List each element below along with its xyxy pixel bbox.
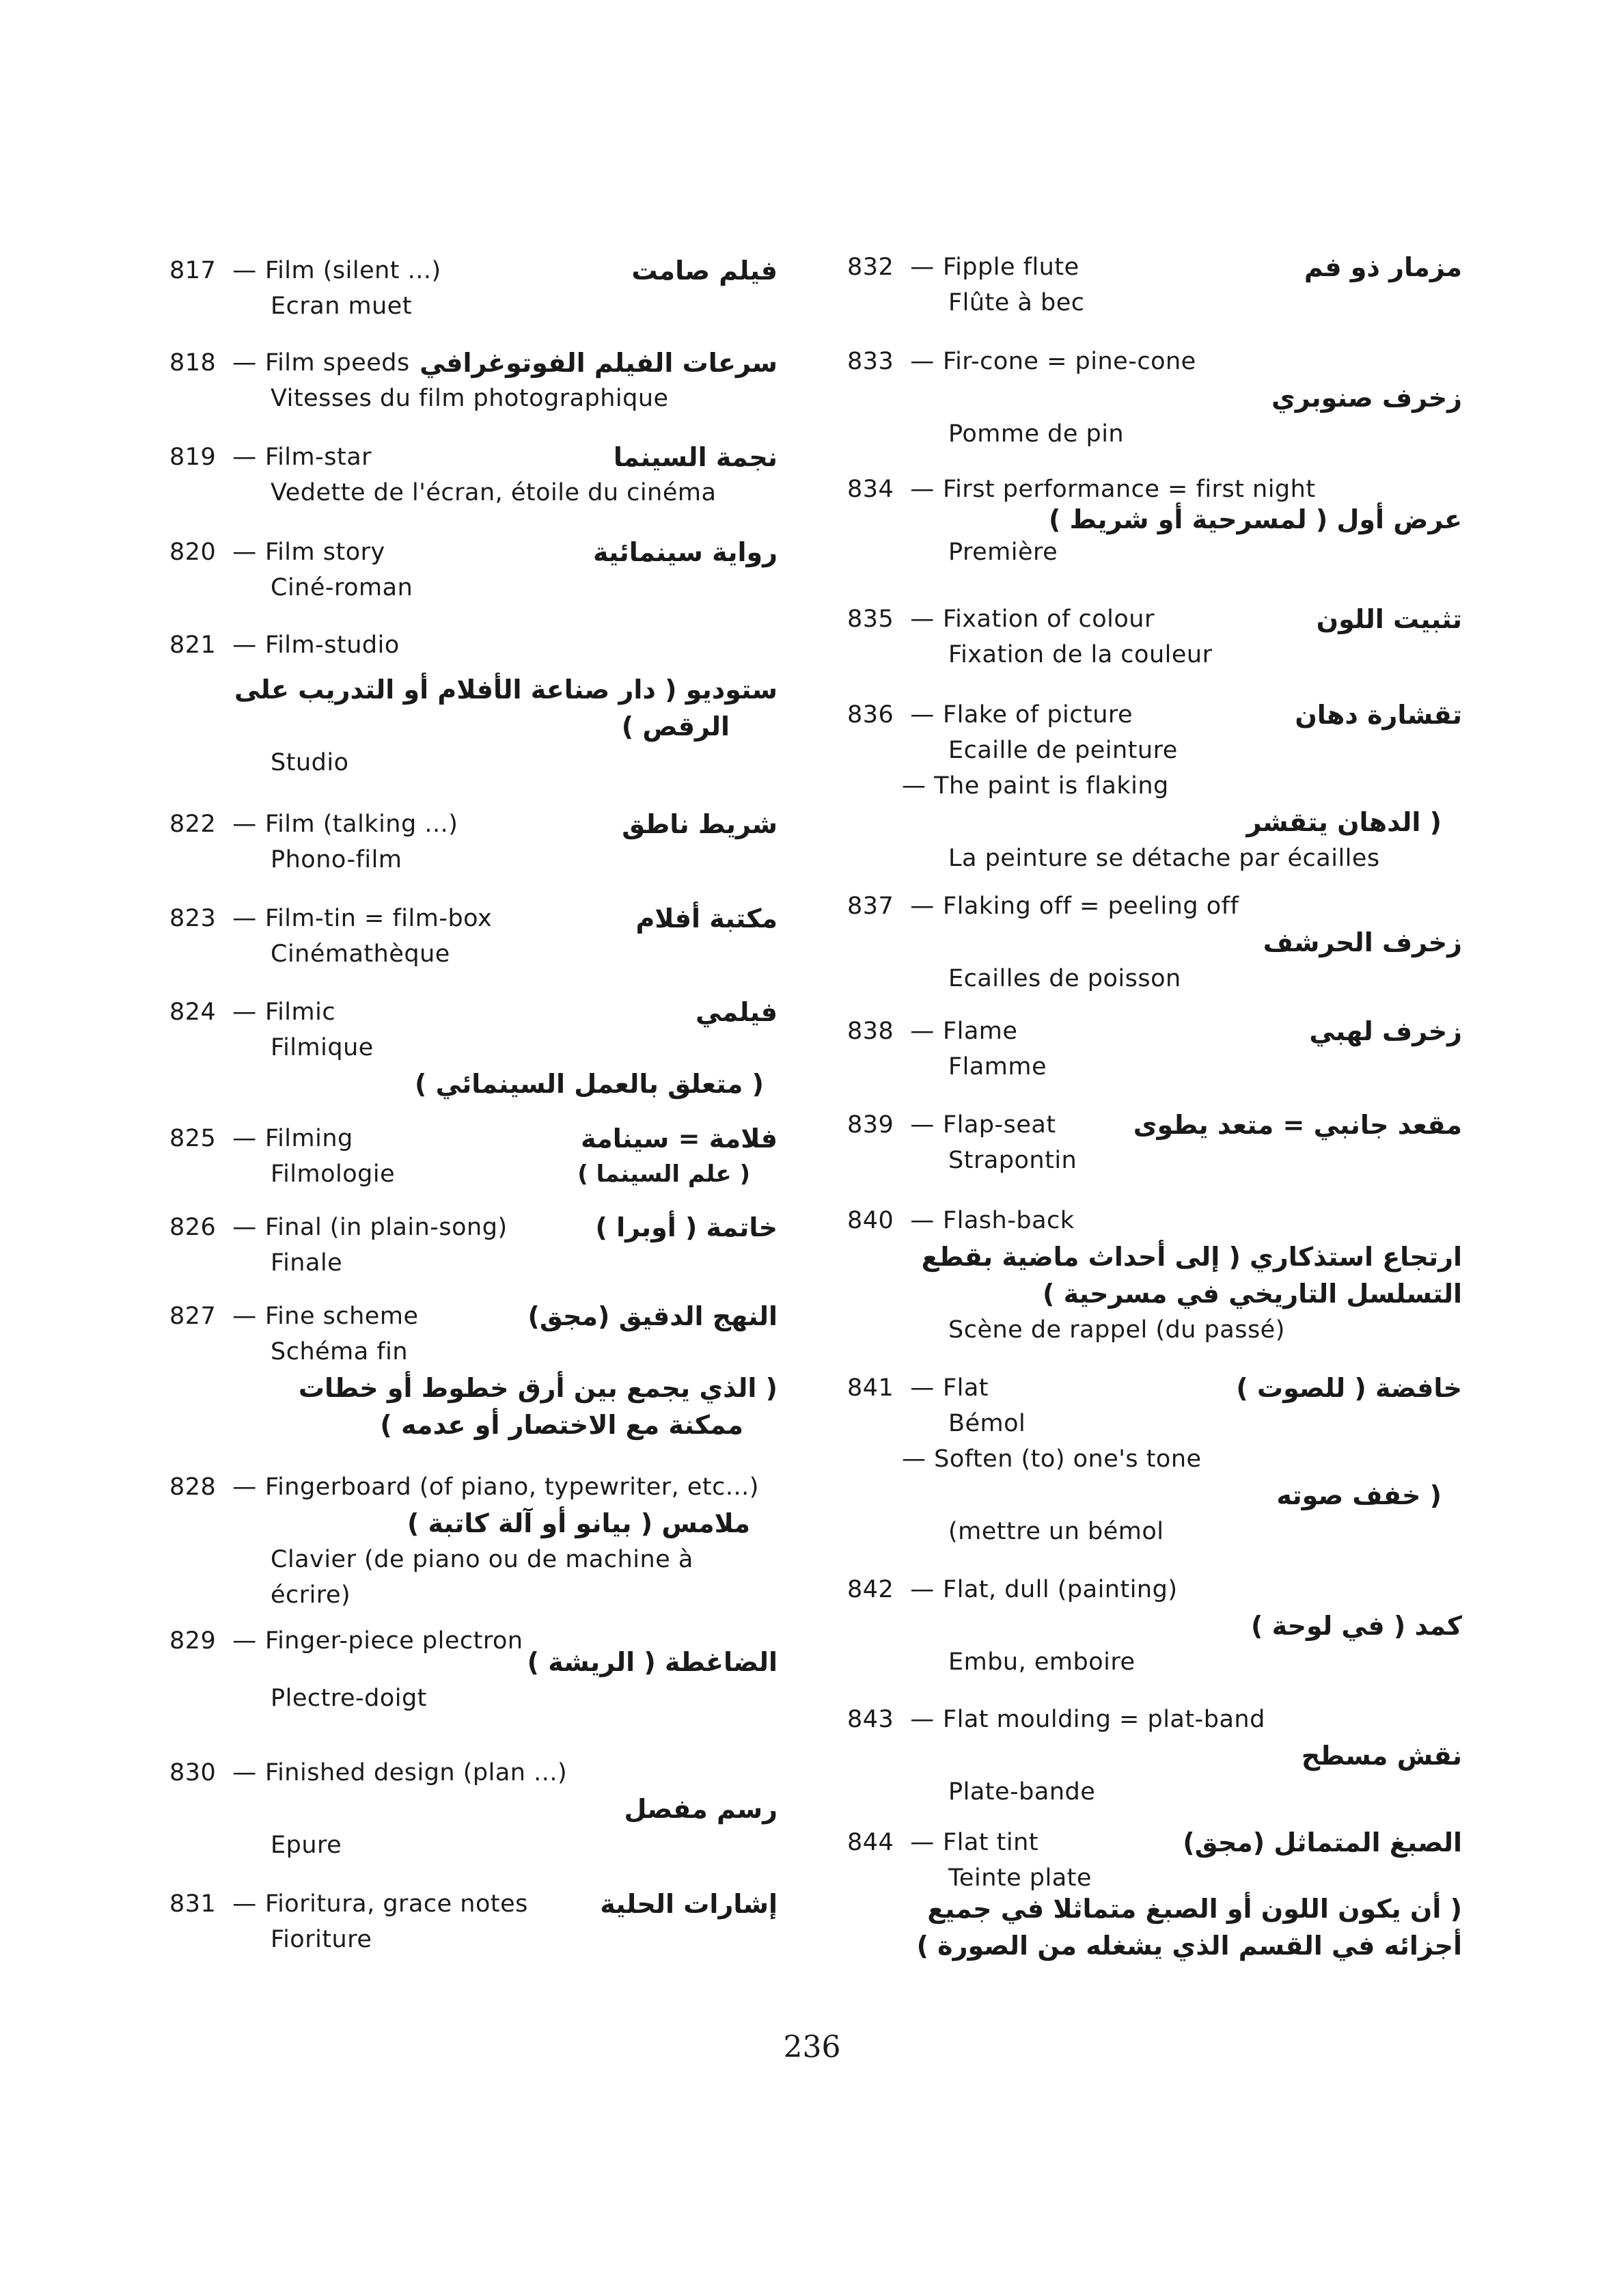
entry-english: Fingerboard (of piano, typewriter, etc...): [265, 1473, 759, 1501]
entry-number: 836: [847, 701, 894, 729]
entry-820: 820 — Film story رواية سينمائية Ciné-roman: [169, 534, 777, 606]
entry-english: Filmic: [265, 998, 336, 1026]
entry-french: Schéma fin: [271, 1338, 409, 1365]
entry-french: Ecaille de peinture: [948, 737, 1178, 764]
entry-number: 831: [169, 1890, 217, 1918]
entry-arabic: نقش مسطح: [1301, 1741, 1462, 1771]
entry-826: 826 — Final (in plain-song) خاتمة ( أوبرا ) Finale: [169, 1210, 777, 1281]
entry-english: Film story: [265, 539, 385, 566]
entry-837: 837 — Flaking off = peeling off زخرف الحرشف Ecailles de poisson: [847, 888, 1462, 996]
entry-french: Epure: [271, 1832, 342, 1859]
entry-number: 826: [169, 1214, 217, 1241]
entry-number: 834: [847, 476, 894, 503]
entry-number: 821: [169, 631, 217, 659]
entry-english: Fioritura, grace notes: [265, 1890, 528, 1918]
entry-arabic: فلامة = سينامة: [581, 1124, 777, 1154]
entry-english: Flat moulding = plat-band: [943, 1706, 1265, 1733]
entry-arabic-cont: الرقص ): [621, 711, 730, 742]
entry-arabic-note-cont: أجزائه في القسم الذي يشغله من الصورة ): [916, 1931, 1462, 1961]
entry-number: 840: [847, 1207, 894, 1234]
entry-838: 838 — Flame زخرف لهبي Flamme: [847, 1014, 1462, 1085]
entry-english: Flake of picture: [943, 701, 1133, 729]
entry-number: 829: [169, 1627, 217, 1655]
entry-french: Studio: [271, 749, 349, 776]
entry-830: 830 — Finished design (plan ...) رسم مفصل Epure: [169, 1755, 777, 1863]
entry-french: Phono-film: [271, 846, 402, 873]
entry-arabic-note-cont: ممكنة مع الاختصار أو عدمه ): [380, 1410, 743, 1440]
entry-822: 822 — Film (talking ...) شريط ناطق Phono-film: [169, 806, 777, 878]
entry-sub-english: — Soften (to) one's tone: [902, 1445, 1202, 1473]
entry-english: Film (silent ...): [265, 257, 441, 284]
entry-arabic: رسم مفصل: [624, 1794, 777, 1824]
entry-arabic: نجمة السينما: [613, 442, 777, 472]
entry-english: Finished design (plan ...): [265, 1759, 568, 1786]
entry-823: 823 — Film-tin = film-box مكتبة أفلام Cinémathèque: [169, 901, 777, 972]
entry-french: Teinte plate: [948, 1864, 1092, 1892]
entry-english: Film speeds: [265, 349, 410, 377]
entry-french: Plate-bande: [948, 1778, 1096, 1806]
entry-arabic: خافضة ( للصوت ): [1236, 1373, 1462, 1403]
entry-844: 844 — Flat tint الصبغ المتماثل (مجق) Teinte plate ( أن يكون اللون أو الصبغ متماثلا في جميع أجزائه في القسم الذي يشغله من الصورة ): [847, 1825, 1462, 1964]
entry-french: Flamme: [948, 1053, 1047, 1080]
entry-number: 837: [847, 893, 894, 920]
entry-number: 818: [169, 349, 217, 377]
entry-english: Flat tint: [943, 1829, 1039, 1856]
entry-arabic: عرض أول ( لمسرحية أو شريط ): [1048, 504, 1462, 534]
entry-arabic: ستوديو ( دار صناعة الأفلام أو التدريب على: [234, 675, 777, 705]
entry-french: Ciné-roman: [271, 574, 413, 601]
entry-number: 841: [847, 1374, 894, 1402]
entry-sub-french: La peinture se détache par écailles: [948, 845, 1380, 872]
entry-arabic: مكتبة أفلام: [635, 903, 777, 934]
entry-english: Fipple flute: [943, 254, 1079, 281]
entry-833: 833 — Fir-cone = pine-cone زخرف صنوبري Pomme de pin: [847, 344, 1462, 452]
entry-french: Ecran muet: [271, 293, 413, 320]
entry-number: 832: [847, 254, 894, 281]
entry-english: First performance = first night: [943, 476, 1316, 503]
entry-836: 836 — Flake of picture تقشارة دهان Ecaille de peinture — The paint is flaking ( الدهان يتقشر La peinture se détache par écailles: [847, 697, 1462, 876]
entry-number: 823: [169, 905, 217, 932]
entry-number: 835: [847, 606, 894, 633]
entry-number: 820: [169, 539, 217, 566]
entry-arabic: خاتمة ( أوبرا ): [595, 1212, 777, 1242]
entry-841: 841 — Flat خافضة ( للصوت ) Bémol — Soften (to) one's tone ( خفف صوته (mettre un bémol: [847, 1370, 1462, 1549]
entry-arabic: إشارات الحلية: [600, 1889, 777, 1919]
entry-843: 843 — Flat moulding = plat-band نقش مسطح Plate-bande: [847, 1702, 1462, 1810]
entry-828: 828 — Fingerboard (of piano, typewriter, etc...) ملامس ( بيانو أو آلة كاتبة ) Clavier (de piano ou de machine à écrire): [169, 1469, 777, 1613]
entry-sub-french: (mettre un bémol: [948, 1518, 1164, 1545]
entry-arabic: تقشارة دهان: [1295, 700, 1462, 730]
entry-number: 828: [169, 1473, 217, 1501]
entry-english: Film-star: [265, 444, 372, 471]
entry-french: Plectre-doigt: [271, 1685, 427, 1712]
entry-french: Bémol: [948, 1410, 1026, 1437]
entry-english: Flat: [943, 1374, 989, 1402]
entry-french: Fioriture: [271, 1926, 372, 1953]
entry-number: 833: [847, 348, 894, 375]
entry-english: Fine scheme: [265, 1303, 419, 1330]
entry-english: Flash-back: [943, 1207, 1075, 1234]
entry-arabic: فيلمي: [696, 997, 777, 1027]
entry-arabic: سرعات الفيلم الفوتوغرافي: [419, 348, 777, 378]
entry-832: 832 — Fipple flute مزمار ذو فم Flûte à bec: [847, 249, 1462, 321]
entry-number: 827: [169, 1303, 217, 1330]
entry-825: 825 — Filming فلامة = سينامة Filmologie ( علم السينما ): [169, 1121, 777, 1192]
entry-842: 842 — Flat, dull (painting) كمد ( في لوحة ) Embu, emboire: [847, 1572, 1462, 1680]
entry-english: Flap-seat: [943, 1111, 1056, 1139]
entry-english: Fixation of colour: [943, 606, 1155, 633]
entry-arabic: النهج الدقيق (مجق): [527, 1301, 777, 1331]
entry-french: Finale: [271, 1249, 343, 1277]
entry-english: Flame: [943, 1018, 1018, 1045]
entry-818: 818 — Film speeds سرعات الفيلم الفوتوغرافي Vitesses du film photographique: [169, 345, 777, 416]
entry-arabic-note: ( الذي يجمع بين أرق خطوط أو خطات: [298, 1373, 777, 1403]
entry-english: Film (talking ...): [265, 811, 458, 838]
entry-number: 839: [847, 1111, 894, 1139]
entry-arabic: ملامس ( بيانو أو آلة كاتبة ): [407, 1508, 750, 1538]
entry-arabic: الصبغ المتماثل (مجق): [1183, 1827, 1462, 1858]
entry-number: 822: [169, 811, 217, 838]
entry-arabic: تثبيت اللون: [1316, 604, 1462, 634]
entry-821: 821 — Film-studio ستوديو ( دار صناعة الأفلام أو التدريب على الرقص ) Studio: [169, 627, 777, 780]
entry-english: Fir-cone = pine-cone: [943, 348, 1196, 375]
entry-english: Flaking off = peeling off: [943, 893, 1239, 920]
entry-number: 817: [169, 257, 217, 284]
entry-french: Flûte à bec: [948, 289, 1085, 316]
entry-arabic-cont: التسلسل التاريخي في مسرحية ): [1042, 1279, 1462, 1309]
entry-sub-english: — The paint is flaking: [902, 772, 1169, 800]
page-number: 236: [783, 2030, 841, 2065]
entry-number: 825: [169, 1125, 217, 1152]
entry-english: Film-tin = film-box: [265, 905, 493, 932]
entry-arabic: الضاغطة ( الريشة ): [527, 1647, 777, 1677]
entry-number: 819: [169, 444, 217, 471]
entry-839: 839 — Flap-seat مقعد جانبي = متعد يطوى Strapontin: [847, 1107, 1462, 1178]
entry-french: Strapontin: [948, 1147, 1077, 1174]
entry-french: Clavier (de piano ou de machine à: [271, 1546, 693, 1573]
entry-arabic: كمد ( في لوحة ): [1250, 1611, 1462, 1641]
entry-french: Embu, emboire: [948, 1648, 1136, 1676]
entry-817: 817 — Film (silent ...) فيلم صامت Ecran muet: [169, 253, 777, 324]
entry-arabic-note: ( أن يكون اللون أو الصبغ متماثلا في جميع: [927, 1894, 1462, 1924]
entry-arabic: ارتجاع استذكاري ( إلى أحداث ماضية بقطع: [921, 1242, 1462, 1272]
entry-french: Première: [948, 539, 1058, 566]
entry-english: Filming: [265, 1125, 353, 1152]
entry-829: 829 — Finger-piece plectron الضاغطة ( الريشة ) Plectre-doigt: [169, 1623, 777, 1716]
entry-french: Ecailles de poisson: [948, 965, 1181, 992]
entry-english: Finger-piece plectron: [265, 1627, 523, 1655]
entry-arabic: رواية سينمائية: [592, 537, 777, 567]
entry-arabic: زخرف لهبي: [1309, 1016, 1462, 1046]
entry-834: 834 — First performance = first night عرض أول ( لمسرحية أو شريط ) Première: [847, 472, 1462, 570]
entry-french: Pomme de pin: [948, 420, 1125, 448]
entry-english: Flat, dull (painting): [943, 1576, 1178, 1603]
entry-819: 819 — Film-star نجمة السينما Vedette de l'écran, étoile du cinéma: [169, 439, 777, 511]
entry-arabic: مقعد جانبي = متعد يطوى: [1133, 1110, 1462, 1140]
entry-number: 843: [847, 1706, 894, 1733]
entry-english: Film-studio: [265, 631, 400, 659]
entry-number: 844: [847, 1829, 894, 1856]
entry-french-cont: écrire): [271, 1581, 351, 1609]
entry-824: 824 — Filmic فيلمي Filmique ( متعلق بالعمل السينمائي ): [169, 994, 777, 1102]
entry-english: Final (in plain-song): [265, 1214, 508, 1241]
entry-arabic: زخرف صنوبري: [1271, 383, 1462, 413]
entry-arabic: مزمار ذو فم: [1304, 252, 1462, 282]
entry-french: Fixation de la couleur: [948, 641, 1213, 668]
entry-number: 830: [169, 1759, 217, 1786]
entry-sub-arabic: ( خفف صوته: [1276, 1480, 1442, 1510]
entry-arabic: شريط ناطق: [622, 809, 777, 839]
entry-number: 842: [847, 1576, 894, 1603]
entry-831: 831 — Fioritura, grace notes إشارات الحلية Fioriture: [169, 1886, 777, 1957]
entry-french: Cinémathèque: [271, 940, 450, 968]
entry-835: 835 — Fixation of colour تثبيت اللون Fixation de la couleur: [847, 601, 1462, 672]
entry-840: 840 — Flash-back ارتجاع استذكاري ( إلى أحداث ماضية بقطع التسلسل التاريخي في مسرحية ) Scène de rappel (du passé): [847, 1203, 1462, 1348]
entry-sub-arabic: ( الدهان يتقشر: [1246, 807, 1442, 837]
entry-arabic: زخرف الحرشف: [1263, 927, 1462, 957]
entry-number: 824: [169, 998, 217, 1026]
entry-french: Vedette de l'écran, étoile du cinéma: [271, 479, 717, 506]
entry-arabic-note: ( علم السينما ): [577, 1160, 750, 1188]
entry-827: 827 — Fine scheme النهج الدقيق (مجق) Schéma fin ( الذي يجمع بين أرق خطوط أو خطات ممكنة مع الاختصار أو عدمه ): [169, 1299, 777, 1443]
entry-arabic: فيلم صامت: [631, 256, 777, 286]
entry-french: Filmique: [271, 1034, 374, 1061]
entry-french: Vitesses du film photographique: [271, 385, 669, 412]
entry-french: Filmologie: [271, 1160, 396, 1188]
entry-french: Scène de rappel (du passé): [948, 1316, 1285, 1344]
entry-number: 838: [847, 1018, 894, 1045]
entry-arabic-note: ( متعلق بالعمل السينمائي ): [415, 1069, 764, 1099]
